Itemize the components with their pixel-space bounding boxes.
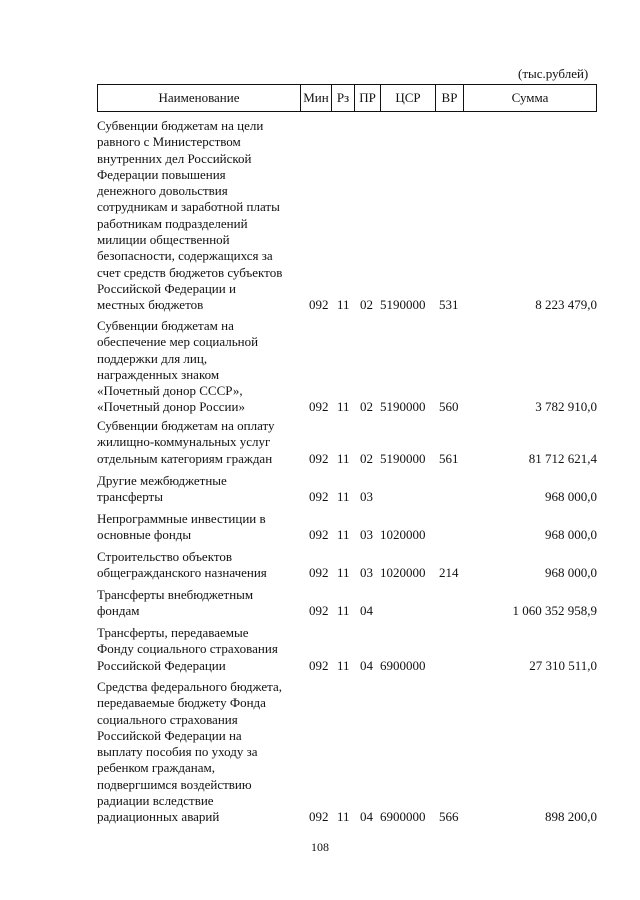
row-name: Непрограммные инвестиции в основные фонды — [97, 511, 266, 543]
row-pr: 03 — [360, 489, 373, 505]
row-pr: 02 — [360, 450, 373, 466]
table-row — [97, 511, 597, 544]
row-sum: 81 712 621,4 — [528, 450, 597, 466]
row-sum: 968 000,0 — [545, 565, 597, 581]
row-vr: 560 — [439, 399, 459, 415]
header-sum: Сумма — [511, 90, 549, 105]
row-name: Средства федерального бюджета, передаваемые бюджету Фонда социального страхования Российской Федерации на выплату пособия по уходу за ребенком гражданам, подвергшимся воздействию радиации вследствие радиационных аварий — [97, 679, 282, 825]
table-row — [97, 587, 597, 620]
units-label: (тыс.рублей) — [518, 66, 589, 81]
header-rz: Рз — [332, 85, 355, 111]
row-vr: 561 — [439, 450, 459, 466]
row-pr: 03 — [360, 527, 373, 543]
row-min: 092 — [309, 527, 329, 543]
row-csr: 1020000 — [380, 565, 426, 581]
row-min: 092 — [309, 399, 329, 415]
row-sum: 8 223 479,0 — [535, 297, 597, 313]
row-rz: 11 — [337, 809, 350, 825]
header-csr: ЦСР — [381, 85, 436, 111]
row-min: 092 — [309, 603, 329, 619]
row-rz: 11 — [337, 527, 350, 543]
row-vr: 531 — [439, 297, 459, 313]
row-pr: 04 — [360, 603, 373, 619]
header-pr: ПР — [355, 85, 381, 111]
row-pr: 02 — [360, 297, 373, 313]
table-row — [97, 473, 597, 506]
table-row — [97, 625, 597, 674]
row-sum: 898 200,0 — [545, 809, 597, 825]
row-vr: 214 — [439, 565, 459, 581]
row-sum: 27 310 511,0 — [529, 657, 597, 673]
row-name: Строительство объектов общегражданского назначения — [97, 549, 267, 581]
row-min: 092 — [309, 489, 329, 505]
table-row — [97, 418, 597, 467]
row-rz: 11 — [337, 450, 350, 466]
row-rz: 11 — [337, 565, 350, 581]
row-name: Субвенции бюджетам на оплату жилищно-коммунальных услуг отдельным категориям граждан — [97, 418, 275, 466]
row-min: 092 — [309, 809, 329, 825]
row-csr: 5190000 — [380, 450, 426, 466]
row-name: Трансферты внебюджетным фондам — [97, 587, 254, 619]
row-pr: 02 — [360, 399, 373, 415]
row-rz: 11 — [337, 399, 350, 415]
row-rz: 11 — [337, 603, 350, 619]
row-csr: 1020000 — [380, 527, 426, 543]
row-min: 092 — [309, 565, 329, 581]
row-vr: 566 — [439, 809, 459, 825]
row-pr: 04 — [360, 809, 373, 825]
row-csr: 6900000 — [380, 657, 426, 673]
row-rz: 11 — [337, 657, 350, 673]
row-name: Субвенции бюджетам на обеспечение мер социальной поддержки для лиц, награжденных знаком «Почетный донор СССР», «Почетный донор России» — [97, 318, 259, 415]
row-pr: 04 — [360, 657, 373, 673]
row-sum: 1 060 352 958,9 — [512, 603, 597, 619]
row-name: Трансферты, передаваемые Фонду социального страхования Российской Федерации — [97, 625, 278, 673]
table-header — [97, 84, 597, 112]
row-name: Другие межбюджетные трансферты — [97, 473, 227, 505]
row-rz: 11 — [337, 489, 350, 505]
row-pr: 03 — [360, 565, 373, 581]
row-min: 092 — [309, 657, 329, 673]
header-vr: ВР — [436, 85, 464, 111]
header-name: Наименование — [98, 85, 301, 111]
row-csr: 6900000 — [380, 809, 426, 825]
header-min: Мин — [301, 85, 332, 111]
row-min: 092 — [309, 450, 329, 466]
row-name: Субвенции бюджетам на цели равного с Министерством внутренних дел Российской Федерации повышения денежного довольствия сотрудникам и заработной платы работникам подразделений милиции общественной безопасности, содержащихся за счет средств бюджетов субъектов Российской Федерации и местных бюджетов — [97, 118, 283, 313]
page-number: 108 — [311, 840, 329, 854]
table-row — [97, 318, 597, 416]
row-sum: 3 782 910,0 — [535, 399, 597, 415]
row-csr: 5190000 — [380, 297, 426, 313]
table-row — [97, 679, 597, 826]
table-row — [97, 549, 597, 582]
row-csr: 5190000 — [380, 399, 426, 415]
row-sum: 968 000,0 — [545, 527, 597, 543]
row-min: 092 — [309, 297, 329, 313]
row-rz: 11 — [337, 297, 350, 313]
table-row — [97, 118, 597, 314]
row-sum: 968 000,0 — [545, 489, 597, 505]
